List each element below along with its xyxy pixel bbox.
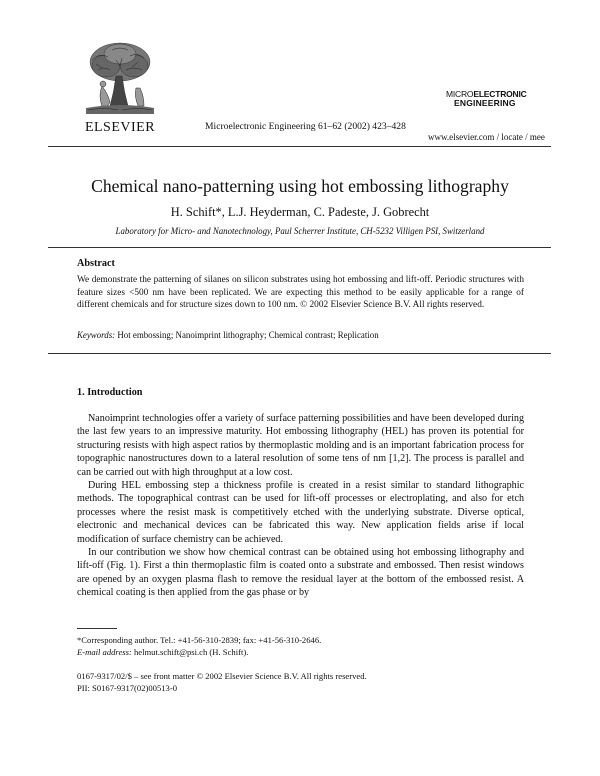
footnote-rule	[77, 628, 117, 629]
keywords-text: Hot embossing; Nanoimprint lithography; Chemical contrast; Replication	[115, 330, 379, 340]
footnote-email-label: E-mail address:	[77, 647, 132, 657]
header-rule	[48, 146, 551, 147]
footnote-email	[77, 646, 321, 658]
paragraph: During HEL embossing step a thickness profile is created in a resist similar to standard lithographic methods. The topographical contrast can be used for lift-off processes or electroplating, and also for etch processes where the resist mask is competitively etched with the underlying substrate. Diverse optical, electronic and mechanical devices can be fabricated this way. New application fields arise if local modification of surface chemistry can be achieved.	[77, 480, 524, 545]
footnote-corresponding: *Corresponding author. Tel.: +41-56-310-2839; fax: +41-56-310-2646.	[77, 635, 322, 645]
journal-url[interactable]: www.elsevier.com / locate / mee	[428, 132, 545, 142]
article-authors: H. Schift*, L.J. Heyderman, C. Padeste, J. Gobrecht	[170, 205, 430, 219]
abstract-bottom-rule	[48, 353, 551, 354]
section-heading: 1. Introduction	[77, 387, 143, 398]
article-title: Chemical nano-patterning using hot embossing lithography	[91, 176, 509, 196]
front-matter	[77, 670, 367, 694]
abstract-top-rule	[48, 247, 551, 248]
abstract-text: We demonstrate the patterning of silanes on silicon substrates using hot embossing and lift-off. Periodic structures with feature sizes <500 nm have been replicated. We are expecting this method to be easily applicable for a range of different chemicals and for structure sizes down to 100 nm. © 2002 Elsevier Science B.V. All rights reserved.	[77, 275, 524, 311]
footnote	[77, 634, 321, 658]
keywords	[77, 330, 379, 340]
journal-logo-suffix: ELECTRONIC	[473, 89, 527, 99]
article-affiliation: Laboratory for Micro- and Nanotechnology, Paul Scherrer Institute, CH-5232 Villigen PSI, Switzerland	[115, 226, 485, 236]
paragraph: In our contribution we show how chemical contrast can be obtained using hot embossing lithography and lift-off (Fig. 1). First a thin thermoplastic film is coated onto a substrate and embossed. Then resist windows are opened by an oxygen plasma flash to remove the residual layer at the bottom of the embossed resist. A chemical coating is then applied from the gas phase or by	[77, 547, 524, 599]
abstract-heading: Abstract	[77, 258, 115, 269]
front-matter-issn: 0167-9317/02/$ – see front matter © 2002 Elsevier Science B.V. All rights reserved.	[77, 671, 367, 681]
journal-logo	[446, 90, 536, 108]
keywords-label: Keywords:	[77, 330, 116, 340]
journal-logo-prefix: MICRO	[446, 89, 474, 99]
publisher-name: ELSEVIER	[84, 120, 156, 135]
journal-citation: Microelectronic Engineering 61–62 (2002) 423–428	[205, 121, 406, 132]
journal-logo-line2: ENGINEERING	[454, 98, 516, 108]
footnote-email-text[interactable]: helmut.schift@psi.ch (H. Schift).	[131, 647, 249, 657]
section-body	[77, 412, 524, 600]
elsevier-tree-logo	[82, 40, 158, 118]
front-matter-pii: PII: S0167-9317(02)00513-0	[77, 683, 178, 693]
paragraph: Nanoimprint technologies offer a variety of surface patterning possibilities and have been developed during the last few years to an impressive maturity. Hot embossing lithography (HEL) has proven its potential for structuring resists with high aspect ratios by thermoplastic molding and is an important fabrication process for topographic nanostructures down to a lateral resolution of some tens of nm [1,2]. The process is parallel and can be carried out with high throughput at a low cost.	[77, 413, 524, 478]
